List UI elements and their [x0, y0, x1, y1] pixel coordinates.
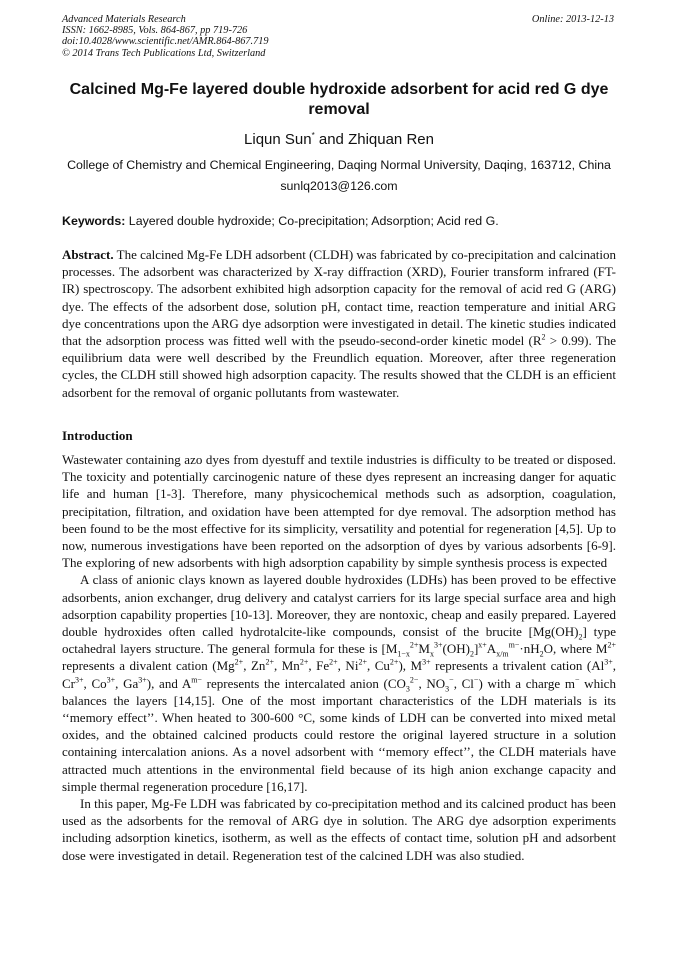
author-rest: and Zhiquan Ren [314, 131, 434, 148]
intro-paragraph-3: In this paper, Mg-Fe LDH was fabricated by co-precipitation method and its calcined product has been used as the adsorbents for the removal of ARG dye in solution. The ARG dye adsorption experiments including adsorption kinetics, isotherm, as well as the effects of contact time, solution pH and adsorbent dose were investigated in detail. Regeneration test of the calcined LDH was also studied. [62, 796, 616, 863]
author-line [62, 131, 616, 149]
online-date: Online: 2013-12-13 [531, 14, 614, 25]
abstract-label: Abstract. [62, 247, 114, 262]
doi-line: doi:10.4028/www.scientific.net/AMR.864-867.719 [62, 36, 269, 48]
copyright-line: © 2014 Trans Tech Publications Ltd, Switzerland [62, 47, 266, 59]
abstract-text-1: The calcined Mg-Fe LDH adsorbent (CLDH) was fabricated by co-precipitation and calcination processes. The adsorbent was characterized by X-ray diffraction (XRD), Fourier transform infrared (FT-IR) spectroscopy. The adsorbent exhibited high adsorption capacity for the removal of acid red G (ARG) dye. The effects of the adsorbent dose, solution pH, contact time, reaction temperature and initial ARG dye concentrations upon the ARG dye adsorption were investigated in detail. The kinetic studies indicated that the adsorption process was fitted well with the pseudo-second-order kinetic model (R [62, 247, 616, 349]
abstract-text-2: > 0.99). The equilibrium data were well described by the Freundlich equation. Moreover, after three regeneration cycles, the CLDH still showed high adsorption capacity. The results showed that the CLDH is an efficient adsorbent for the removal of organic pollutants from wastewater. [62, 333, 617, 400]
journal-header [62, 14, 614, 59]
abstract-sup: 2 [541, 332, 546, 342]
author-first: Liqun Sun [244, 131, 312, 148]
introduction-body [62, 451, 616, 864]
author-email: sunlq2013@126.com [280, 179, 398, 193]
keywords-text: Layered double hydroxide; Co-precipitation; Adsorption; Acid red G. [125, 214, 499, 228]
corresponding-mark: * [311, 131, 315, 140]
intro-paragraph-2: A class of anionic clays known as layered double hydroxides (LDHs) has been proved to be effective adsorbents, anion exchanger, drug delivery and catalyst carriers for its large special surface area and high adsorption capability properties [10-13]. Moreover, they are nontoxic, cheap and easily prepared. Layered double hydroxides often called hydrotalcite-like compounds, consist of the brucite $[Mg(OH)_2]$ type octahedral layers structure. The general formula for these is $[M_{1-x}^{2+}M_x^{3+}(OH)_2]^{x+}A_{x/m}^{m-}\cdot nH_2O$, where $M^{2+}$ represents a divalent cation ($Mg^{2+}$, $Zn^{2+}$, $Mn^{2+}$, $Fe^{2+}$, $Ni^{2+}$, $Cu^{2+}$), $M^{3+}$ represents a trivalent cation ($Al^{3+}$, $Cr^{3+}$, $Co^{3+}$, $Ga^{3+}$), and $A^{m-}$ represents the intercalated anion ($CO_3^{2-}$, $NO_3^-$, Cl−) with a charge m− which balances the layers [14,15]. One of the most important characteristics of the LDH materials is its ‘‘memory effect’’. When heated to 300-600 °C, some kinds of LDH can be converted into mixed metal oxides, and the obtained calcined products could restore the original layered structure in a solution containing intercalation anions. As a novel adsorbent with ‘‘memory effect’’, the CLDH materials have attracted much attentions in the environmental field because of its high anion exchange capacity and simple thermal regeneration procedure [16,17]. [62, 572, 617, 794]
intro-paragraph-1: Wastewater containing azo dyes from dyestuff and textile industries is difficulty to be treated or disposed. The toxicity and potentially carcinogenic nature of these dyes represent an increasing danger for aquatic life and human [1-3]. Therefore, many physicochemical methods such as adsorption, coagulation, precipitation, filtration, and oxidation have been attempted for dye removal. The adsorption method has been found to be the most effective for its simplicity, versatility and potential for regeneration [4,5]. Up to now, numerous investigations have been reported on the adsorption of dyes by various adsorbents [6-9]. The exploring of new adsorbents with high adsorption capability by simple synthesis process is expected [62, 452, 616, 571]
paper-title: Calcined Mg-Fe layered double hydroxide adsorbent for acid red G dye removal [69, 81, 609, 118]
keywords [62, 214, 616, 229]
journal-name: Advanced Materials Research [62, 14, 186, 25]
issn-line: ISSN: 1662-8985, Vols. 864-867, pp 719-726 [62, 25, 248, 37]
abstract [62, 246, 616, 401]
keywords-label: Keywords: [62, 214, 126, 228]
affiliation: College of Chemistry and Chemical Engineering, Daqing Normal University, Daqing, 163712, China [67, 158, 611, 172]
introduction-heading: Introduction [62, 428, 133, 443]
